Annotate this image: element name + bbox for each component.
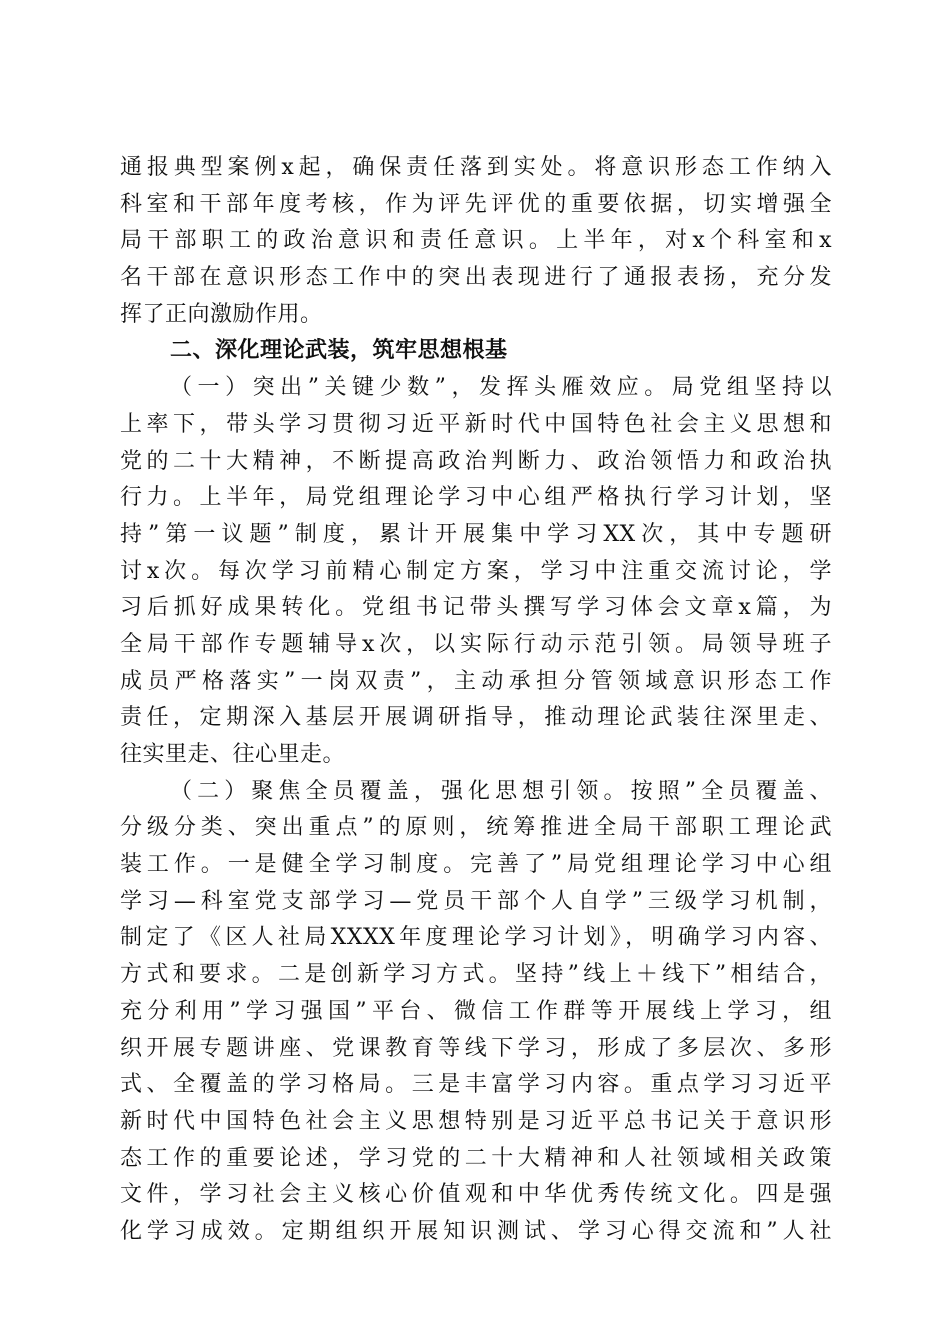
text-line: （二）聚焦全员覆盖，强化思想引领。按照”全员覆盖、 bbox=[170, 778, 832, 804]
text-line: 学习—科室党支部学习—党员干部个人自学”三级学习机制， bbox=[120, 888, 832, 914]
text-line: 责任，定期深入基层开展调研指导，推动理论武装往深里走、 bbox=[120, 705, 832, 731]
text-line: 织开展专题讲座、党课教育等线下学习，形成了多层次、多形 bbox=[120, 1035, 832, 1061]
paragraph-2 bbox=[120, 370, 832, 774]
text-line: 文件，学习社会主义核心价值观和中华优秀传统文化。四是强 bbox=[120, 1182, 832, 1208]
text-line: 局干部职工的政治意识和责任意识。上半年，对x个科室和x bbox=[120, 228, 832, 254]
text-line: 装工作。一是健全学习制度。完善了”局党组理论学习中心组 bbox=[120, 852, 832, 878]
text-line: 往实里走、往心里走。 bbox=[120, 742, 346, 767]
text-line: 行力。上半年，局党组理论学习中心组严格执行学习计划，坚 bbox=[120, 485, 832, 511]
text-line: 持”第一议题”制度，累计开展集中学习XX次，其中专题研 bbox=[120, 521, 832, 547]
text-line: 成员严格落实”一岗双责”，主动承担分管领域意识形态工作 bbox=[120, 668, 832, 694]
text-line: 充分利用”学习强国”平台、微信工作群等开展线上学习，组 bbox=[120, 998, 832, 1024]
paragraph-1 bbox=[120, 150, 832, 333]
text-line: 分级分类、突出重点”的原则，统筹推进全局干部职工理论武 bbox=[120, 815, 832, 841]
text-line: 挥了正向激励作用。 bbox=[120, 301, 323, 327]
text-line: 新时代中国特色社会主义思想特别是习近平总书记关于意识形 bbox=[120, 1108, 832, 1134]
text-line: 式、全覆盖的学习格局。三是丰富学习内容。重点学习习近平 bbox=[120, 1072, 832, 1098]
text-line: 制定了《区人社局XXXX年度理论学习计划》，明确学习内容、 bbox=[120, 925, 832, 951]
text-line: 态工作的重要论述，学习党的二十大精神和人社领域相关政策 bbox=[120, 1145, 832, 1171]
document-body bbox=[120, 150, 832, 1251]
text-line: 通报典型案例x起，确保责任落到实处。将意识形态工作纳入 bbox=[120, 155, 832, 180]
text-line: （一）突出”关键少数”，发挥头雁效应。局党组坚持以 bbox=[170, 375, 832, 401]
text-line: 习后抓好成果转化。党组书记带头撰写学习体会文章x篇，为 bbox=[120, 595, 832, 621]
text-line: 名干部在意识形态工作中的突出表现进行了通报表扬，充分发 bbox=[120, 265, 832, 291]
text-line: 科室和干部年度考核，作为评先评优的重要依据，切实增强全 bbox=[120, 191, 832, 217]
text-line: 化学习成效。定期组织开展知识测试、学习心得交流和”人社 bbox=[120, 1218, 832, 1244]
text-line: 讨x次。每次学习前精心制定方案，学习中注重交流讨论，学 bbox=[120, 558, 832, 584]
text-line: 方式和要求。二是创新学习方式。坚持”线上＋线下”相结合， bbox=[120, 962, 832, 988]
text-line: 全局干部作专题辅导x次，以实际行动示范引领。局领导班子 bbox=[120, 631, 832, 657]
text-line: 党的二十大精神，不断提高政治判断力、政治领悟力和政治执 bbox=[120, 448, 832, 474]
text-line: 上率下，带头学习贯彻习近平新时代中国特色社会主义思想和 bbox=[120, 411, 832, 437]
section-heading: 二、深化理论武装，筑牢思想根基 bbox=[170, 338, 508, 364]
paragraph-3 bbox=[120, 774, 832, 1251]
